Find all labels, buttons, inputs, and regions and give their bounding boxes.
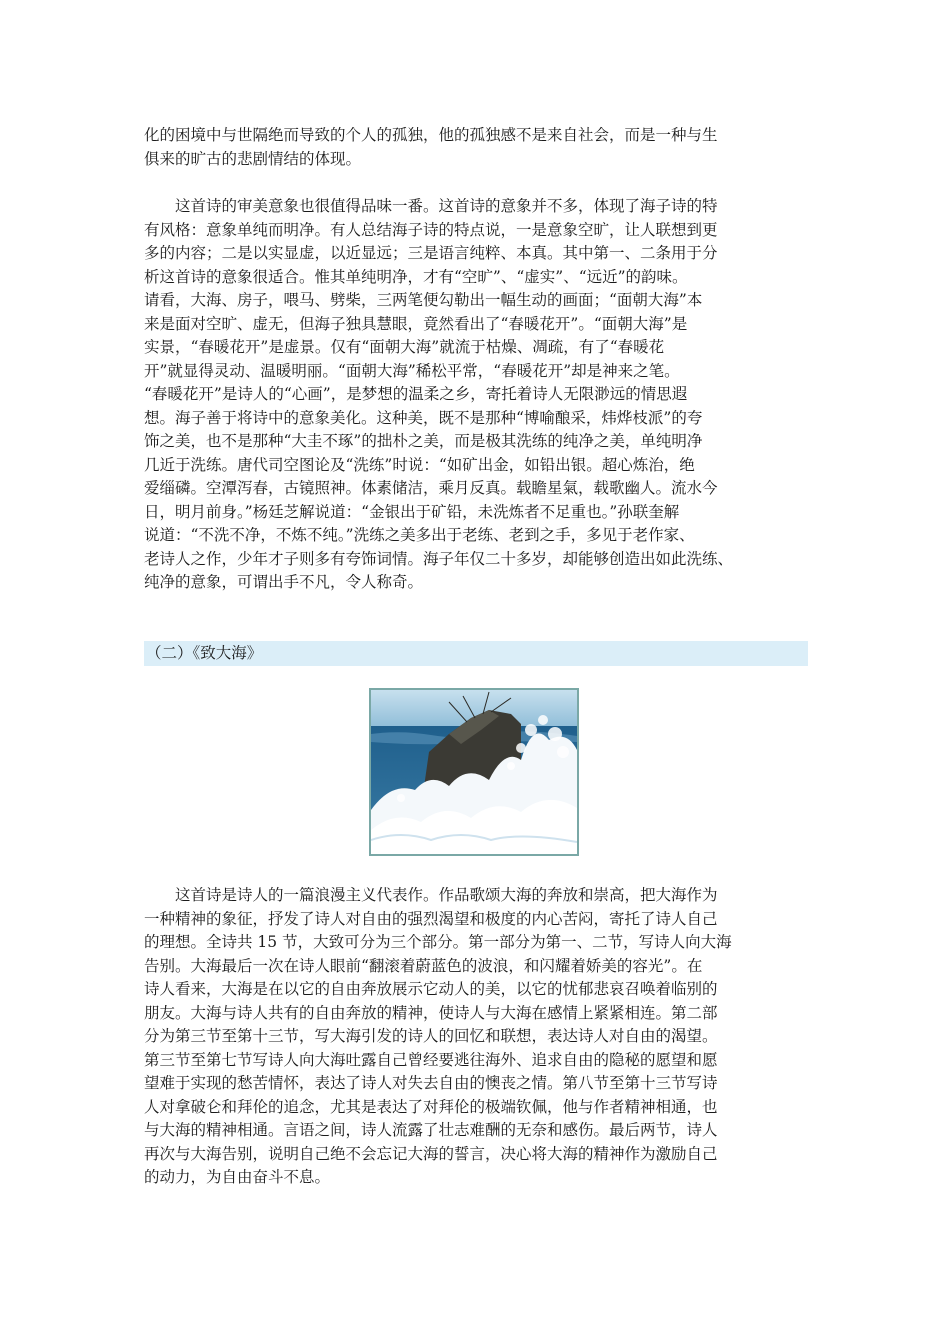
section-title: （二）《致大海》 <box>146 644 263 662</box>
paragraph-2 <box>144 195 808 595</box>
text-line: 多的内容；二是以实显虚，以近显远；三是语言纯粹、本真。其中第一、二条用于分 <box>144 244 718 262</box>
text-line: 开”就显得灵动、温暖明丽。“面朝大海”稀松平常，“春暖花开”却是神来之笔。 <box>144 361 680 380</box>
text-line: 想。海子善于将诗中的意象美化。这种美，既不是那种“博喻酿采，炜烨枝派”的夸 <box>144 408 703 427</box>
text-line: 朋友。大海与诗人共有的自由奔放的精神，使诗人与大海在感情上紧紧相连。第二部 <box>144 1003 718 1022</box>
text-line: 说道：“不洗不净，不炼不纯。”洗练之美多出于老练、老到之手，多见于老作家、 <box>144 526 695 544</box>
sea-waves-rock-photo <box>369 688 579 856</box>
text-line: 化的困境中与世隔绝而导致的个人的孤独，他的孤独感不是来自社会，而是一种与生 <box>144 126 718 144</box>
text-line: 第三节至第七节写诗人向大海吐露自己曾经要逃往海外、追求自由的隐秘的愿望和愿 <box>144 1050 718 1069</box>
photo-illustration <box>371 690 577 854</box>
text-line: 有风格：意象单纯而明净。有人总结海子诗的特点说，一是意象空旷，让人联想到更 <box>144 220 718 239</box>
text-line: 老诗人之作，少年才子则多有夸饰词情。海子年仅二十多岁，却能够创造出如此洗练、 <box>144 549 734 568</box>
text-line: 实景，“春暖花开”是虚景。仅有“面朝大海”就流于枯燥、凋疏，有了“春暖花 <box>144 338 665 356</box>
text-line: 一种精神的象征，抒发了诗人对自由的强烈渴望和极度的内心苦闷，寄托了诗人自己 <box>144 909 718 928</box>
text-line: 析这首诗的意象很适合。惟其单纯明净，才有“空旷”、“虚实”、“远近”的韵味。 <box>144 267 688 286</box>
text-line: 纯净的意象，可谓出手不凡，令人称奇。 <box>144 573 424 591</box>
text-line: 请看，大海、房子，喂马、劈柴，三两笔便勾勒出一幅生动的画面；“面朝大海”本 <box>144 291 703 309</box>
text-line: 的动力，为自由奋斗不息。 <box>144 1168 331 1186</box>
paragraph-3 <box>144 884 808 1190</box>
text-line: 诗人看来，大海是在以它的自由奔放展示它动人的美，以它的忧郁悲哀召唤着临别的 <box>144 980 718 998</box>
text-line: 的理想。全诗共 15 节，大致可分为三个部分。第一部分为第一、二节，写诗人向大海 <box>144 933 732 951</box>
paragraph-1 <box>144 124 808 171</box>
text-line: “春暖花开”是诗人的“心画”，是梦想的温柔之乡，寄托着诗人无限渺远的情思遐 <box>144 385 688 403</box>
section-heading-bar <box>144 641 808 666</box>
text-line: 望难于实现的愁苦情怀，表达了诗人对失去自由的懊丧之情。第八节至第十三节写诗 <box>144 1074 718 1092</box>
text-line: 爱缁磷。空潭泻春，古镜照神。体素储洁，乘月反真。载瞻星氣，载歌幽人。流水今 <box>144 479 718 497</box>
text-line: 这首诗的审美意象也很值得品味一番。这首诗的意象并不多，体现了海子诗的特 <box>144 197 718 215</box>
text-line: 与大海的精神相通。言语之间，诗人流露了壮志难酬的无奈和感伤。最后两节，诗人 <box>144 1121 718 1139</box>
text-line: 饰之美，也不是那种“大圭不琢”的拙朴之美，而是极其洗练的纯净之美，单纯明净 <box>144 432 703 450</box>
text-line: 几近于洗练。唐代司空图论及“洗练”时说：“如矿出金，如铅出银。超心炼治，绝 <box>144 455 695 474</box>
text-line: 告别。大海最后一次在诗人眼前“翻滚着蔚蓝色的波浪，和闪耀着娇美的容光”。在 <box>144 956 703 975</box>
text-line: 再次与大海告别，说明自己绝不会忘记大海的誓言，决心将大海的精神作为激励自己 <box>144 1144 718 1163</box>
text-line: 日，明月前身。”杨廷芝解说道：“金银出于矿铅，未洗炼者不足重也。”孙联奎解 <box>144 502 680 521</box>
text-line: 分为第三节至第十三节，写大海引发的诗人的回忆和联想，表达诗人对自由的渴望。 <box>144 1027 718 1045</box>
text-line: 这首诗是诗人的一篇浪漫主义代表作。作品歌颂大海的奔放和崇高，把大海作为 <box>144 886 718 904</box>
text-line: 俱来的旷古的悲剧情结的体现。 <box>144 149 362 168</box>
text-line: 人对拿破仑和拜伦的追念，尤其是表达了对拜伦的极端钦佩，他与作者精神相通，也 <box>144 1097 718 1116</box>
text-line: 来是面对空旷、虚无，但海子独具慧眼，竟然看出了“春暖花开”。“面朝大海”是 <box>144 314 688 333</box>
